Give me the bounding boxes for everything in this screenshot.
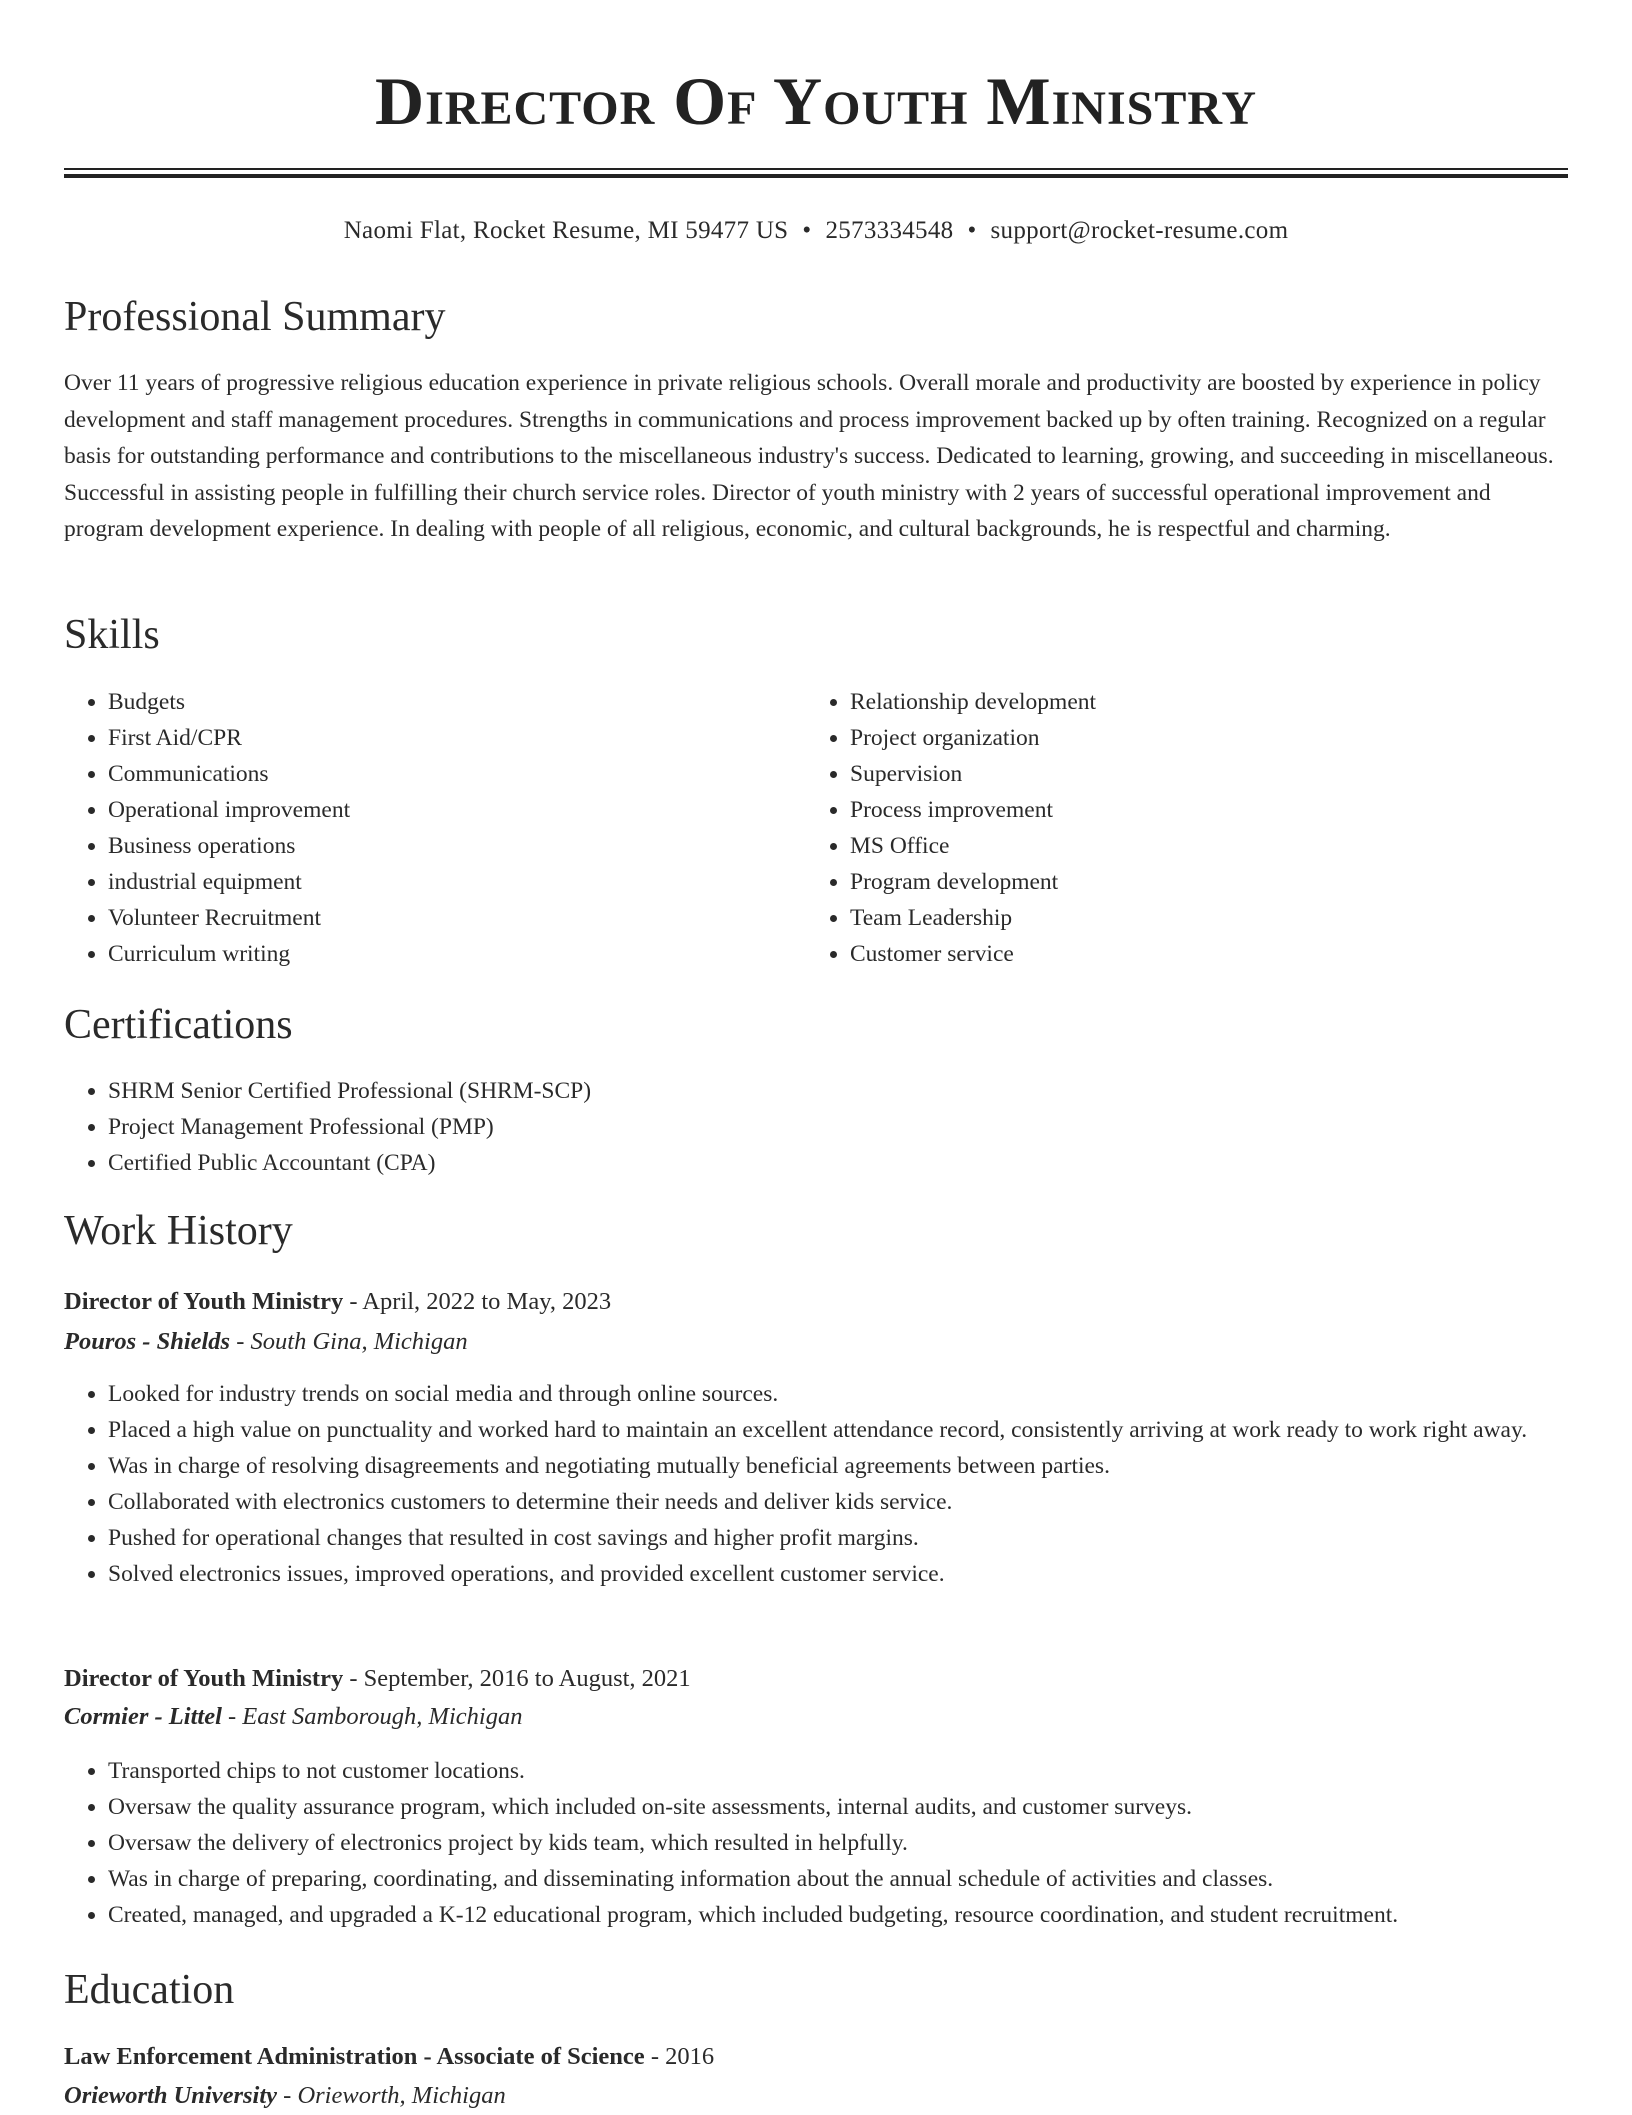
job-2-header (64, 1660, 691, 1698)
contact-separator: • (802, 217, 812, 244)
skill-item: • Operational improvement (108, 792, 808, 828)
job-bullet: • Transported chips to not customer locations. (108, 1753, 1568, 1789)
dash: - (230, 1328, 251, 1355)
contact-separator: • (967, 217, 977, 244)
job-company: Cormier - Littel (64, 1703, 222, 1730)
contact-address: Naomi Flat, Rocket Resume, MI 59477 US (343, 217, 789, 244)
dash: - (277, 2082, 298, 2109)
contact-email: support@rocket-resume.com (990, 217, 1289, 244)
education-year: 2016 (665, 2043, 715, 2070)
dash: - (343, 1288, 363, 1315)
section-heading-work-history: Work History (64, 1208, 293, 1254)
skill-item: • Supervision (850, 756, 1550, 792)
job-location: East Samborough, Michigan (242, 1703, 523, 1730)
education-degree: Law Enforcement Administration - Associate of Science (64, 2043, 645, 2070)
job-1-header (64, 1283, 611, 1321)
job-1-company-line (64, 1323, 468, 1361)
skill-item: • Relationship development (850, 684, 1550, 720)
job-bullet: • Oversaw the delivery of electronics project by kids team, which resulted in helpfully. (108, 1825, 1568, 1861)
job-1-bullets (64, 1376, 1568, 1592)
skill-item: • MS Office (850, 828, 1550, 864)
dash: - (221, 1703, 243, 1730)
job-bullet: • Was in charge of preparing, coordinating, and disseminating information about the annual schedule of activities and classes. (108, 1861, 1568, 1897)
job-location: South Gina, Michigan (250, 1328, 468, 1355)
skill-item: • Curriculum writing (108, 936, 808, 972)
job-dates: September, 2016 to August, 2021 (363, 1665, 691, 1692)
job-bullet: • Created, managed, and upgraded a K-12 educational program, which included budgeting, resource coordination, and student recruitment. (108, 1897, 1568, 1933)
skill-item: • First Aid/CPR (108, 720, 808, 756)
job-bullet: • Solved electronics issues, improved operations, and provided excellent customer service. (108, 1556, 1568, 1592)
dash: - (644, 2043, 666, 2070)
certification-item: • SHRM Senior Certified Professional (SHRM-SCP) (108, 1073, 1508, 1109)
title-divider-thin (64, 168, 1568, 170)
job-bullet: • Looked for industry trends on social media and through online sources. (108, 1376, 1568, 1412)
contact-line (64, 214, 1568, 248)
skill-item: • Budgets (108, 684, 808, 720)
education-school: Orieworth University (64, 2082, 278, 2109)
job-dates: April, 2022 to May, 2023 (362, 1288, 612, 1315)
certifications-list (64, 1073, 1508, 1181)
job-bullet: • Pushed for operational changes that resulted in cost savings and higher profit margins. (108, 1520, 1568, 1556)
certification-item: • Project Management Professional (PMP) (108, 1109, 1508, 1145)
skill-item: • industrial equipment (108, 864, 808, 900)
section-heading-skills: Skills (64, 612, 160, 658)
section-heading-certifications: Certifications (64, 1002, 293, 1048)
job-title: Director of Youth Ministry (64, 1665, 344, 1692)
job-bullet: • Collaborated with electronics customers to determine their needs and deliver kids service. (108, 1484, 1568, 1520)
job-title: Director of Youth Ministry (64, 1288, 344, 1315)
skill-item: • Program development (850, 864, 1550, 900)
education-school-line (64, 2077, 506, 2115)
certification-item: • Certified Public Accountant (CPA) (108, 1145, 1508, 1181)
education-location: Orieworth, Michigan (297, 2082, 506, 2109)
job-bullet: • Placed a high value on punctuality and worked hard to maintain an excellent attendance record, consistently arriving at work ready to work right away. (108, 1412, 1568, 1448)
summary-text: Over 11 years of progressive religious education experience in private religious schools. Overall morale and productivity are boosted by experience in policy development and staff management procedures. Strengths in communications and process improvement backed up by often training. Recognized on a regular basis for outstanding performance and contributions to the miscellaneous industry's success. Dedicated to learning, growing, and succeeding in miscellaneous. Successful in assisting people in fulfilling their church service roles. Director of youth ministry with 2 years of successful operational improvement and program development experience. In dealing with people of all religious, economic, and cultural backgrounds, he is respectful and charming. (64, 370, 1554, 542)
skill-item: • Process improvement (850, 792, 1550, 828)
section-heading-education: Education (64, 1967, 235, 2013)
job-bullet: • Oversaw the quality assurance program, which included on-site assessments, internal audits, and customer surveys. (108, 1789, 1568, 1825)
skill-item: • Project organization (850, 720, 1550, 756)
skill-item: • Business operations (108, 828, 808, 864)
resume-title: Director Of Youth Ministry (375, 63, 1257, 139)
skills-list-right (806, 684, 1550, 972)
skills-list-left (64, 684, 808, 972)
skill-item: • Communications (108, 756, 808, 792)
skill-item: • Volunteer Recruitment (108, 900, 808, 936)
dash: - (343, 1665, 364, 1692)
job-2-bullets (64, 1753, 1568, 1933)
job-2-company-line (64, 1698, 522, 1736)
title-divider-thick (64, 174, 1568, 178)
job-company: Pouros - Shields (64, 1328, 231, 1355)
education-header (64, 2038, 714, 2076)
skill-item: • Team Leadership (850, 900, 1550, 936)
contact-phone: 2573334548 (825, 217, 954, 244)
skill-item: • Customer service (850, 936, 1550, 972)
resume-page (64, 0, 1568, 2109)
section-heading-summary: Professional Summary (64, 294, 446, 340)
job-bullet: • Was in charge of resolving disagreements and negotiating mutually beneficial agreements between parties. (108, 1448, 1568, 1484)
